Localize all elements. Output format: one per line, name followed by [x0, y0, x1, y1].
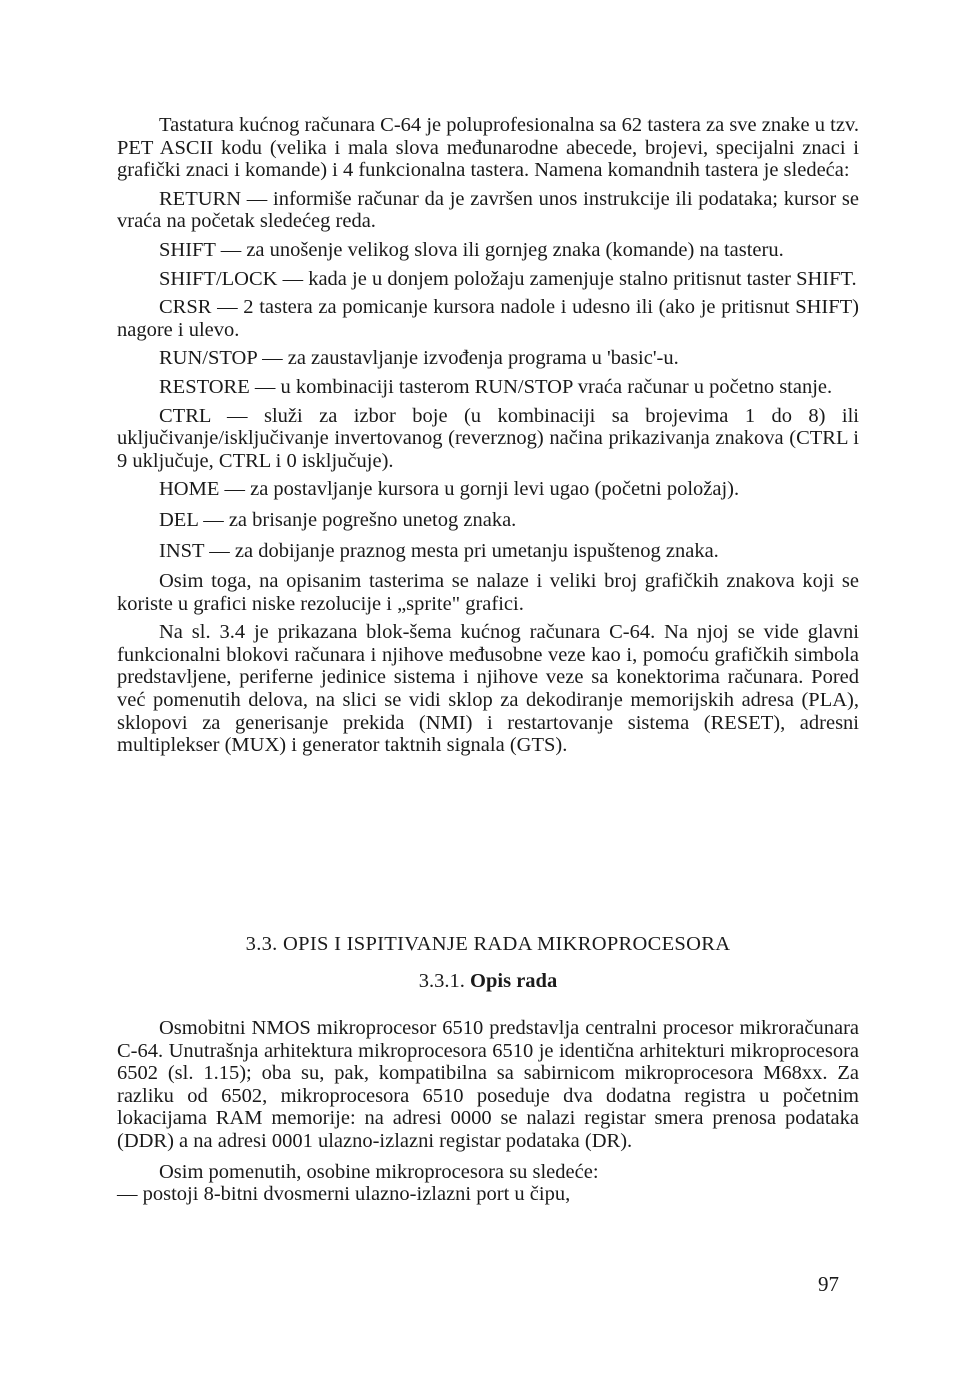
section-text — [117, 1017, 859, 1206]
page-number: 97 — [818, 1272, 839, 1296]
paragraph-return-key: RETURN — informiše računar da je završen unos instrukcije ili podataka; kursor se vraća na početak sledećeg reda. — [117, 187, 859, 233]
subsection-number: 3.3.1. — [418, 970, 465, 992]
paragraph-keyboard-intro: Tastatura kućnog računara C-64 je poluprofesionalna sa 62 tastera za sve znake u tzv. PET ASCII kodu (velika i mala slova međunarodne abecede, brojevi, specijalni znaci i grafički znaci i komande) i 4 funkcionalna tastera. Namena komandnih tastera je sledeća: — [117, 114, 859, 182]
paragraph-home-key: HOME — za postavljanje kursora u gornji levi ugao (početni položaj). — [159, 478, 740, 501]
intro-text — [117, 114, 859, 757]
paragraph-restore-key: RESTORE — u kombinaciji tasterom RUN/STOP vraća računar u početno stanje. — [159, 375, 833, 398]
list-item-io-port: — postoji 8-bitni dvosmerni ulazno-izlazni port u čipu, — [117, 1183, 571, 1206]
paragraph-cpu-features-intro: Osim pomenutih, osobine mikroprocesora su sledeće: — [159, 1160, 599, 1183]
paragraph-shift-lock-key: SHIFT/LOCK — kada je u donjem položaju zamenjuje stalno pritisnut taster SHIFT. — [159, 267, 857, 290]
section-heading: 3.3. OPIS I ISPITIVANJE RADA MIKROPROCESORA — [245, 933, 731, 955]
subsection-title: Opis rada — [470, 970, 558, 992]
paragraph-del-key: DEL — za brisanje pogrešno unetog znaka. — [159, 508, 517, 531]
paragraph-shift-key: SHIFT — za unošenje velikog slova ili gornjeg znaka (komande) na tasteru. — [159, 238, 784, 261]
paragraph-run-stop-key: RUN/STOP — za zaustavljanje izvođenja programa u 'basic'-u. — [159, 347, 679, 370]
subsection-heading — [117, 969, 859, 993]
paragraph-graphic-symbols: Osim toga, na opisanim tasterima se nalaze i veliki broj grafičkih znakova koji se koriste u grafici niske rezolucije i „sprite" grafici. — [117, 570, 859, 615]
paragraph-cpu-6510: Osmobitni NMOS mikroprocesor 6510 predstavlja centralni procesor mikroračunara C-64. Unutrašnja arhitektura mikroprocesora 6510 je identična arhitekturi mikroprocesora 6502 (sl. 1.15); oba su, pak, kompatibilna sa sabirnicom mikroprocesora M68xx. Za razliku od 6502, mikroprocesora 6510 poseduje dva dodatna registra u početnim lokacijama RAM memorije: na adresi 0000 se nalazi registar smera prenosa podataka (DDR) a na adresi 0001 ulazno-izlazni registar podataka (DR). — [117, 1017, 859, 1152]
paragraph-block-diagram: Na sl. 3.4 je prikazana blok-šema kućnog računara C-64. Na njoj se vide glavni funkcionalni blokovi računara i njihove međusobne veze kao i, pomoću grafičkih simbola predstavljene, periferne jedinice sistema i njihove veze sa konektorima računara. Pored već pomenutih delova, na slici se vidi sklop za dekodiranje memorijskih adresa (PLA), sklopovi za generisanje prekida (NMI) i restartovanje sistema (RESET), adresni multiplekser (MUX) i generator taktnih signala (GTS). — [117, 621, 859, 757]
paragraph-ctrl-key: CTRL — služi za izbor boje (u kombinaciji sa brojevima 1 do 8) ili uključivanje/isključivanje invertovanog (reverznog) načina prikazivanja znakova (CTRL i 9 uključuje, CTRL i 0 isključuje). — [117, 404, 859, 472]
paragraph-inst-key: INST — za dobijanje praznog mesta pri umetanju ispuštenog znaka. — [159, 539, 719, 562]
paragraph-crsr-key: CRSR — 2 tastera za pomicanje kursora nadole i udesno ili (ako je pritisnut SHIFT) nagore i ulevo. — [117, 296, 859, 341]
